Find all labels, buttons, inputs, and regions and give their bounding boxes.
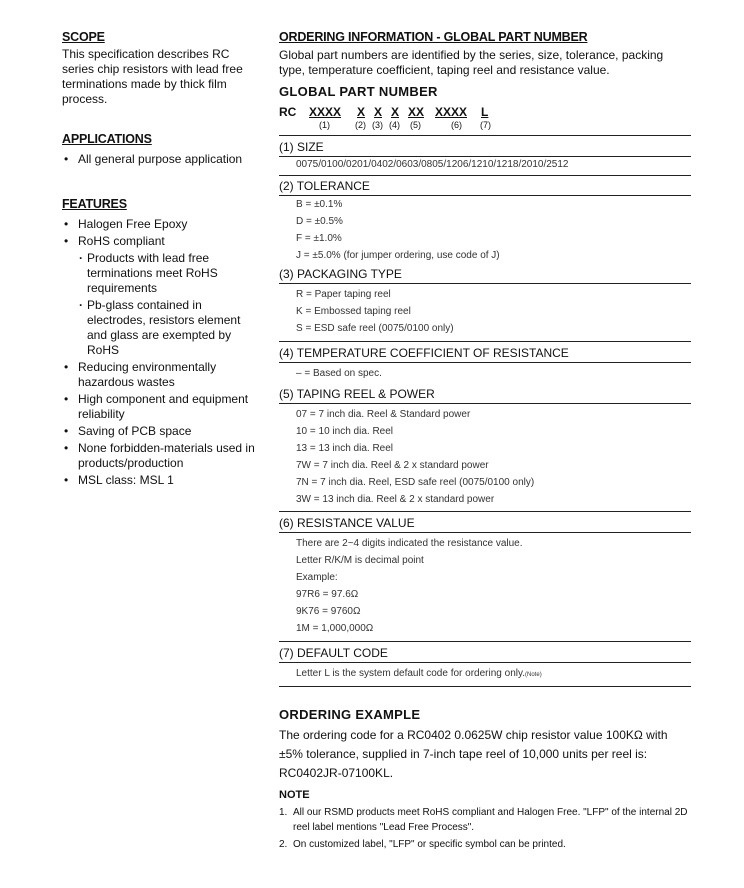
tolerance-heading: (2) TOLERANCE (279, 176, 691, 196)
taping-rows (279, 404, 691, 508)
part-number-code (279, 105, 691, 135)
size-heading: (1) SIZE (279, 135, 691, 157)
scope-title: SCOPE (62, 30, 105, 44)
resistance-heading: (6) RESISTANCE VALUE (279, 511, 691, 533)
size-value: 0075/0100/0201/0402/0603/0805/1206/1210/1218/2010/2512 (296, 159, 569, 170)
default-code-text: Letter L is the system default code for ordering only. (296, 668, 526, 679)
code-rc: RC (279, 105, 297, 119)
note-number: 2. (279, 839, 288, 850)
scope-section (62, 30, 262, 107)
row: 13 = 13 inch dia. Reel (296, 443, 394, 454)
features-list (62, 217, 262, 488)
row: 07 = 7 inch dia. Reel & Standard power (296, 409, 471, 420)
taping-heading: (5) TAPING REEL & POWER (279, 386, 691, 404)
note-reference: (Note) (525, 672, 542, 678)
code-index: (1) (319, 120, 330, 130)
row: 3W = 13 inch dia. Reel & 2 x standard power (296, 494, 495, 505)
ordering-example-text: The ordering code for a RC0402 0.0625W chip resistor value 100KΩ with ±5% tolerance, supplied in 7-inch tape reel of 10,000 units per reel is: RC0402JR-07100KL. (279, 728, 668, 780)
applications-list (62, 152, 262, 167)
list-item-label: RoHS compliant (78, 234, 165, 248)
ordering-example-heading: ORDERING EXAMPLE (279, 707, 421, 722)
row: 1M = 1,000,000Ω (296, 623, 374, 634)
row: Example: (296, 572, 338, 583)
list-item: • None forbidden-materials used in products/production (62, 441, 262, 471)
list-item: • MSL class: MSL 1 (62, 473, 262, 488)
size-block (279, 135, 691, 173)
resistance-block (279, 511, 691, 637)
row (296, 665, 691, 684)
ordering-intro: Global part numbers are identified by the series, size, tolerance, packing type, temperature coefficient, taping reel and resistance value. (279, 48, 664, 77)
features-section (62, 197, 262, 488)
gpn-heading: GLOBAL PART NUMBER (279, 84, 438, 99)
default-code-rows (279, 663, 691, 687)
sub-list-item: · Products with lead free terminations meet RoHS requirements (78, 251, 262, 296)
row: B = ±0.1% (296, 199, 343, 210)
applications-section (62, 132, 262, 167)
code-index: (4) (389, 120, 400, 130)
tcr-heading: (4) TEMPERATURE COEFFICIENT OF RESISTANCE (279, 341, 691, 363)
right-column (279, 30, 691, 854)
applications-title: APPLICATIONS (62, 132, 152, 146)
note-text: On customized label, "LFP" or specific symbol can be printed. (293, 839, 566, 850)
code-taping: XX (408, 105, 425, 119)
list-item (62, 234, 262, 358)
list-item: • Halogen Free Epoxy (62, 217, 262, 232)
code-packaging: X (374, 105, 383, 119)
note-text: All our RSMD products meet RoHS compliant and Halogen Free. "LFP" of the internal 2D reel label mentions "Lead Free Process". (293, 807, 688, 833)
code-index: (2) (355, 120, 366, 130)
tcr-block (279, 341, 691, 382)
list-item: • Saving of PCB space (62, 424, 262, 439)
row: 10 = 10 inch dia. Reel (296, 426, 394, 437)
note-item (279, 837, 691, 852)
taping-block (279, 386, 691, 508)
row: There are 2~4 digits indicated the resistance value. (296, 538, 523, 549)
tcr-rows (279, 363, 691, 382)
code-index: (3) (372, 120, 383, 130)
resistance-rows (279, 533, 691, 637)
list-item: • High component and equipment reliability (62, 392, 262, 422)
ordering-info-title: ORDERING INFORMATION - GLOBAL PART NUMBER (279, 30, 588, 44)
tolerance-rows (279, 196, 691, 264)
features-title: FEATURES (62, 197, 127, 211)
note-item (279, 805, 691, 835)
row: 7N = 7 inch dia. Reel, ESD safe reel (0075/0100 only) (296, 477, 535, 488)
code-index: (6) (451, 120, 462, 130)
row: 7W = 7 inch dia. Reel & 2 x standard power (296, 460, 489, 471)
list-item: • Reducing environmentally hazardous wastes (62, 360, 262, 390)
code-index: (5) (410, 120, 421, 130)
row: K = Embossed taping reel (296, 306, 411, 317)
list-item: • All general purpose application (62, 152, 262, 167)
row: 97R6 = 97.6Ω (296, 589, 359, 600)
sub-list-item: · Pb-glass contained in electrodes, resistors element and glass are exempted by RoHS (78, 298, 262, 358)
code-tolerance: X (357, 105, 366, 119)
code-size: XXXX (309, 105, 342, 119)
packaging-rows (279, 284, 691, 337)
size-rows (279, 157, 691, 173)
row: D = ±0.5% (296, 216, 343, 227)
default-code-heading: (7) DEFAULT CODE (279, 641, 691, 663)
note-heading: NOTE (279, 789, 310, 801)
notes-list (279, 805, 691, 852)
code-tcr: X (391, 105, 400, 119)
packaging-heading: (3) PACKAGING TYPE (279, 266, 691, 284)
row: J = ±5.0% (for jumper ordering, use code of J) (296, 250, 500, 261)
left-column (62, 30, 262, 490)
row: R = Paper taping reel (296, 289, 391, 300)
packaging-block (279, 266, 691, 337)
row: 9K76 = 9760Ω (296, 606, 361, 617)
row: Letter R/K/M is decimal point (296, 555, 424, 566)
row: – = Based on spec. (296, 368, 382, 379)
code-resistance: XXXX (435, 105, 468, 119)
note-number: 1. (279, 807, 288, 818)
row: S = ESD safe reel (0075/0100 only) (296, 323, 454, 334)
default-code-block (279, 641, 691, 687)
scope-text: This specification describes RC series chip resistors with lead free terminations made by thick film process. (62, 47, 243, 106)
tolerance-block (279, 175, 691, 264)
code-index: (7) (480, 120, 491, 130)
sub-list (78, 251, 262, 358)
code-default: L (481, 105, 489, 119)
row: F = ±1.0% (296, 233, 342, 244)
